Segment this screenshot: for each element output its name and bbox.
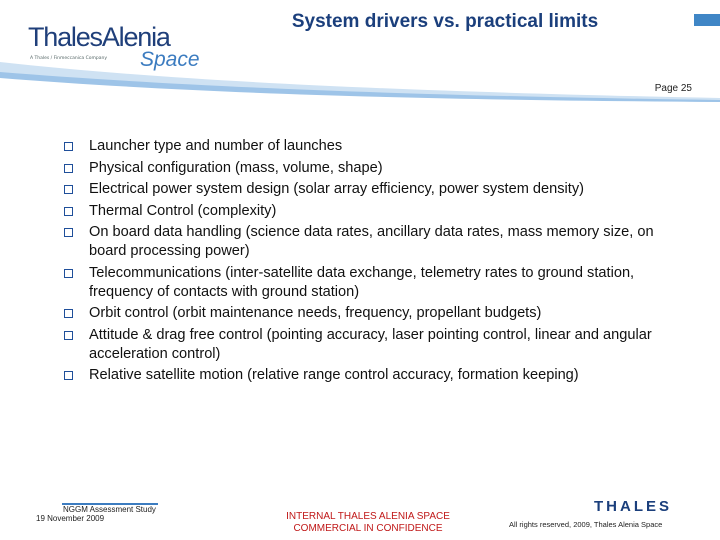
checkbox-bullet-icon: [64, 269, 73, 278]
bullet-item: [64, 366, 664, 385]
bullet-item: [64, 326, 664, 364]
bullet-item: [64, 202, 664, 221]
checkbox-bullet-icon: [64, 371, 73, 380]
confidentiality-line-1: INTERNAL THALES ALENIA SPACE: [286, 511, 450, 522]
bullet-item: [64, 264, 664, 302]
logo-space-text: Space: [140, 48, 200, 71]
bullet-text: Relative satellite motion (relative range control accuracy, formation keeping): [89, 367, 579, 383]
bullet-text: Thermal Control (complexity): [89, 202, 277, 219]
confidentiality-notice: [260, 511, 476, 535]
page-title: System drivers vs. practical limits: [291, 11, 599, 32]
bullet-item: [64, 159, 664, 178]
checkbox-bullet-icon: [64, 331, 73, 340]
logo-tagline: A Thales / Finmeccanica Company: [30, 56, 108, 61]
page-number: Page 25: [654, 83, 692, 94]
bullet-text: On board data handling (science data rates, ancillary data rates, mass memory size, on board processing power): [89, 224, 654, 259]
bullet-item: [64, 304, 664, 323]
thales-logo: THALES: [594, 498, 672, 515]
checkbox-bullet-icon: [64, 309, 73, 318]
bullet-item: [64, 223, 664, 261]
checkbox-bullet-icon: [64, 185, 73, 194]
bullet-text: Launcher type and number of launches: [89, 138, 343, 154]
checkbox-bullet-icon: [64, 142, 73, 151]
checkbox-bullet-icon: [64, 164, 73, 173]
bullet-text: Telecommunications (inter-satellite data exchange, telemetry rates to ground station, frequency of contacts with ground station): [89, 264, 635, 300]
logo-wordmark: ThalesAlenia: [28, 22, 170, 52]
footer-date: 19 November 2009: [36, 514, 105, 523]
footer-study-name: NGGM Assessment Study: [63, 505, 156, 514]
checkbox-bullet-icon: [64, 207, 73, 216]
confidentiality-line-2: COMMERCIAL IN CONFIDENCE: [293, 523, 443, 534]
header-swoosh: [0, 62, 720, 108]
bullet-text: Orbit control (orbit maintenance needs, frequency, propellant budgets): [89, 305, 542, 321]
checkbox-bullet-icon: [64, 228, 73, 237]
bullet-item: [64, 180, 664, 199]
copyright-notice: All rights reserved, 2009, Thales Alenia Space: [509, 520, 663, 529]
bullet-list: [64, 137, 664, 388]
bullet-text: Electrical power system design (solar array efficiency, power system density): [89, 181, 585, 197]
bullet-text: Physical configuration (mass, volume, shape): [89, 159, 383, 176]
corner-accent: [694, 14, 720, 26]
bullet-item: [64, 137, 664, 156]
bullet-text: Attitude & drag free control (pointing accuracy, laser pointing control, linear and angular acceleration control): [89, 326, 652, 362]
